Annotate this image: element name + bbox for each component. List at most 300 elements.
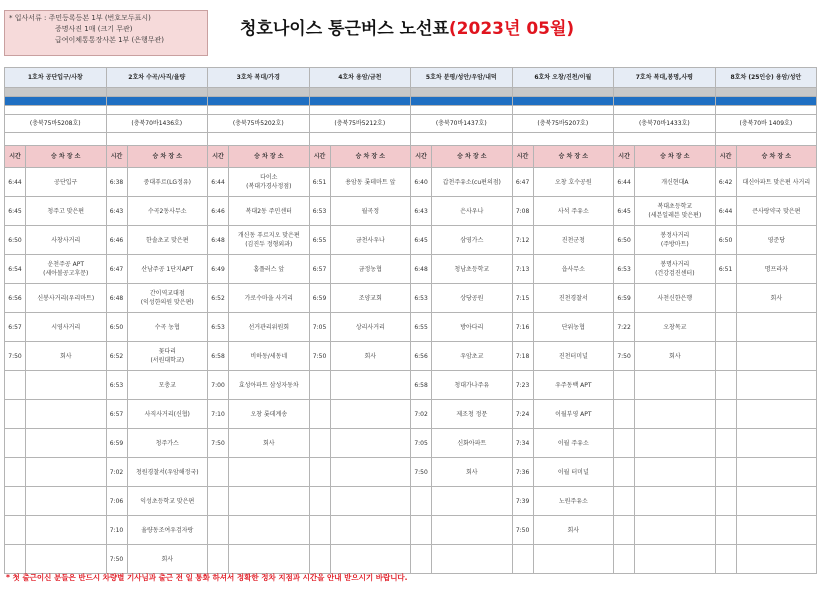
stop-time	[309, 458, 330, 487]
stop-time	[208, 458, 229, 487]
stop-name: 회사	[635, 342, 716, 371]
stop-name: 오창 롯데계송	[229, 400, 310, 429]
required-documents-notice	[4, 10, 208, 56]
blank-cell	[411, 133, 513, 146]
stop-name: 수곡 농협	[127, 313, 208, 342]
stop-time	[411, 487, 432, 516]
stop-time: 7:50	[5, 342, 26, 371]
footer-note: * 첫 출근이신 분들은 반드시 차량별 기사님과 출근 전 일 통화 하셔서 정확한 정차 지점과 시간을 안내 받으시기 바랍니다.	[6, 573, 408, 582]
page-title	[240, 14, 574, 39]
stop-name	[26, 371, 107, 400]
stop-time: 6:52	[106, 342, 127, 371]
stop-name: 우암초교	[432, 342, 513, 371]
stop-time: 6:53	[208, 313, 229, 342]
schedule-row	[5, 284, 817, 313]
stop-time: 6:44	[715, 197, 736, 226]
schedule-row	[5, 255, 817, 284]
stop-name: 읍사무소	[533, 255, 614, 284]
title-main: 청호나이스 통근버스 노선표	[240, 19, 449, 39]
stop-name: 개신동 푸르지오 맞은편 (김진두 정형외과)	[229, 226, 310, 255]
stop-header: 승 차 장 소	[229, 146, 310, 168]
stop-name: 오창 호수공원	[533, 168, 614, 197]
spacer-cell	[106, 106, 208, 115]
stop-name: 다이소 (복대가경사정점)	[229, 168, 310, 197]
stop-time: 6:48	[411, 255, 432, 284]
stop-name	[26, 487, 107, 516]
stop-name	[26, 400, 107, 429]
stop-name	[635, 458, 716, 487]
gray-bar	[5, 88, 107, 97]
route-color-bar	[614, 97, 716, 106]
stop-name	[330, 545, 411, 574]
stop-time	[5, 429, 26, 458]
route-color-bar	[309, 97, 411, 106]
stop-time	[208, 516, 229, 545]
stop-name: 단위농협	[533, 313, 614, 342]
stop-name	[736, 400, 817, 429]
spacer-cell	[411, 106, 513, 115]
stop-name: 이월 주유소	[533, 429, 614, 458]
stop-name: 청주고 맞은편	[26, 197, 107, 226]
route-name: 7호차 복대,봉명,사평	[614, 68, 716, 88]
stop-name: 명프라자	[736, 255, 817, 284]
stop-time: 6:58	[208, 342, 229, 371]
stop-name	[635, 400, 716, 429]
spacer-cell	[5, 106, 107, 115]
stop-time: 7:02	[106, 458, 127, 487]
blank-cell	[208, 133, 310, 146]
stop-name: 영준당	[736, 226, 817, 255]
stop-name: 율량동조여우검자랑	[127, 516, 208, 545]
license-plate: (충북75바5208호)	[5, 115, 107, 133]
stop-time: 6:40	[411, 168, 432, 197]
stop-time: 6:51	[309, 168, 330, 197]
stop-time: 6:47	[512, 168, 533, 197]
stop-name: 금천사우나	[330, 226, 411, 255]
route-name: 5호차 분평/성안/우암/내덕	[411, 68, 513, 88]
stop-time: 6:45	[5, 197, 26, 226]
spacer-cell	[715, 106, 817, 115]
stop-name: 비하동/세동네	[229, 342, 310, 371]
stop-name: 상리사거리	[330, 313, 411, 342]
stop-time: 6:45	[411, 226, 432, 255]
stop-time: 6:49	[208, 255, 229, 284]
stop-time: 6:38	[106, 168, 127, 197]
stop-name: 용암동 롯데마트 앞	[330, 168, 411, 197]
stop-name: 봉정사거리 (주방마트)	[635, 226, 716, 255]
stop-time	[208, 545, 229, 574]
stop-name	[330, 458, 411, 487]
stop-name: 노원주유소	[533, 487, 614, 516]
stop-name: 청대가나주유	[432, 371, 513, 400]
schedule-row	[5, 458, 817, 487]
stop-time: 6:59	[106, 429, 127, 458]
blank-row	[5, 133, 817, 146]
stop-time	[715, 429, 736, 458]
stop-time: 7:50	[411, 458, 432, 487]
stop-time	[5, 371, 26, 400]
route-name: 4호차 용암/금천	[309, 68, 411, 88]
schedule-row	[5, 487, 817, 516]
stop-name: 금정농협	[330, 255, 411, 284]
schedule-row	[5, 545, 817, 574]
stop-time: 6:55	[309, 226, 330, 255]
schedule-row	[5, 429, 817, 458]
stop-time: 7:36	[512, 458, 533, 487]
column-header-row	[5, 146, 817, 168]
stop-time	[309, 545, 330, 574]
stop-time	[715, 342, 736, 371]
route-spacer-row	[5, 106, 817, 115]
stop-header: 승 차 장 소	[736, 146, 817, 168]
route-gray-bar-row	[5, 88, 817, 97]
stop-name	[330, 371, 411, 400]
stop-name: 회사	[330, 342, 411, 371]
stop-name: 운천주공 APT (세아볼공고후문)	[26, 255, 107, 284]
stop-time	[309, 429, 330, 458]
stop-name	[736, 545, 817, 574]
stop-name	[533, 545, 614, 574]
stop-name: 은사우나	[432, 197, 513, 226]
stop-time: 7:08	[512, 197, 533, 226]
stop-name: 꽃다리 (서원대학교)	[127, 342, 208, 371]
notice-line-1: * 입사서류 : 주민등록등본 1부 (번호모두표시)	[9, 14, 151, 22]
stop-name: 사창사거리	[26, 226, 107, 255]
time-header: 시간	[512, 146, 533, 168]
stop-name: 청주가스	[127, 429, 208, 458]
schedule-row	[5, 226, 817, 255]
schedule-row	[5, 197, 817, 226]
stop-name	[635, 487, 716, 516]
route-color-bar-row	[5, 97, 817, 106]
blank-cell	[614, 133, 716, 146]
stop-name: 간이역교대점 (익성한의원 맞은편)	[127, 284, 208, 313]
stop-name: 회사	[26, 342, 107, 371]
stop-time: 6:48	[208, 226, 229, 255]
stop-time: 6:56	[411, 342, 432, 371]
stop-time: 6:46	[106, 226, 127, 255]
stop-time: 6:58	[411, 371, 432, 400]
stop-name: 회사	[736, 284, 817, 313]
stop-time	[512, 545, 533, 574]
stop-time: 6:56	[5, 284, 26, 313]
stop-name: 모충교	[127, 371, 208, 400]
stop-name: 삼영가스	[432, 226, 513, 255]
stop-name: 개신현대A	[635, 168, 716, 197]
stop-time	[411, 516, 432, 545]
stop-time: 7:50	[208, 429, 229, 458]
stop-name	[736, 342, 817, 371]
stop-time: 6:42	[715, 168, 736, 197]
stop-time: 7:50	[106, 545, 127, 574]
license-plate: (충북70바1433호)	[614, 115, 716, 133]
stop-name: 우주동백 APT	[533, 371, 614, 400]
stop-name	[736, 516, 817, 545]
license-plate: (충북70바1436호)	[106, 115, 208, 133]
stop-time: 7:50	[614, 342, 635, 371]
stop-time: 6:53	[309, 197, 330, 226]
stop-name	[736, 371, 817, 400]
stop-header: 승 차 장 소	[635, 146, 716, 168]
stop-name	[229, 487, 310, 516]
stop-name: 한솔초교 맞은편	[127, 226, 208, 255]
stop-time: 7:13	[512, 255, 533, 284]
stop-time	[5, 400, 26, 429]
stop-name	[635, 516, 716, 545]
stop-name: 이월부영 APT	[533, 400, 614, 429]
stop-time: 7:12	[512, 226, 533, 255]
notice-line-2: 증명사진 1매 (크기 무관)	[55, 25, 133, 33]
stop-name	[736, 458, 817, 487]
stop-name	[635, 429, 716, 458]
route-color-bar	[5, 97, 107, 106]
stop-time	[411, 545, 432, 574]
stop-name	[330, 516, 411, 545]
stop-name: 청남초등학교	[432, 255, 513, 284]
route-name: 3호차 복대/가경	[208, 68, 310, 88]
stop-time: 6:57	[309, 255, 330, 284]
stop-time: 7:16	[512, 313, 533, 342]
stop-time: 7:18	[512, 342, 533, 371]
stop-name: 산남주공 1단지APT	[127, 255, 208, 284]
stop-header: 승 차 장 소	[533, 146, 614, 168]
time-header: 시간	[614, 146, 635, 168]
license-plate: (충북70바 1409호)	[715, 115, 817, 133]
stop-time	[715, 458, 736, 487]
stop-name: 신화아파트	[432, 429, 513, 458]
stop-time	[715, 371, 736, 400]
stop-time	[715, 487, 736, 516]
stop-name: 사직사거리(신협)	[127, 400, 208, 429]
blank-cell	[5, 133, 107, 146]
schedule-row	[5, 400, 817, 429]
stop-time: 7:15	[512, 284, 533, 313]
stop-name	[432, 545, 513, 574]
blank-cell	[512, 133, 614, 146]
route-name: 6호차 오창/진천/이월	[512, 68, 614, 88]
stop-time	[614, 458, 635, 487]
stop-name	[26, 458, 107, 487]
stop-name	[330, 400, 411, 429]
stop-time	[715, 284, 736, 313]
time-header: 시간	[5, 146, 26, 168]
stop-name	[26, 516, 107, 545]
stop-header: 승 차 장 소	[26, 146, 107, 168]
blank-cell	[106, 133, 208, 146]
stop-name: 제조청 정문	[432, 400, 513, 429]
stop-name: 조양교회	[330, 284, 411, 313]
stop-name: 갑천주유소(cu편의점)	[432, 168, 513, 197]
stop-time	[614, 545, 635, 574]
stop-name	[635, 545, 716, 574]
stop-time: 6:45	[614, 197, 635, 226]
stop-time: 6:44	[614, 168, 635, 197]
stop-time: 7:24	[512, 400, 533, 429]
stop-time: 7:39	[512, 487, 533, 516]
gray-bar	[715, 88, 817, 97]
stop-time: 6:48	[106, 284, 127, 313]
schedule-row	[5, 313, 817, 342]
notice-line-3: 급여이체통통장사본 1부 (은행무관)	[55, 36, 165, 44]
stop-time	[5, 516, 26, 545]
stop-time: 6:52	[208, 284, 229, 313]
stop-name: 시영사거리	[26, 313, 107, 342]
stop-name: 복대초등학교 (세븐일레븐 맞은편)	[635, 197, 716, 226]
license-plate-row	[5, 115, 817, 133]
stop-time	[715, 313, 736, 342]
route-name-row	[5, 68, 817, 88]
stop-name	[432, 516, 513, 545]
schedule-row	[5, 516, 817, 545]
stop-name: 공단입구	[26, 168, 107, 197]
title-period: (2023년 05월)	[448, 19, 575, 39]
stop-time: 6:55	[411, 313, 432, 342]
stop-time: 6:53	[614, 255, 635, 284]
stop-time: 7:34	[512, 429, 533, 458]
stop-time	[309, 400, 330, 429]
license-plate: (충북75바5212호)	[309, 115, 411, 133]
stop-time	[614, 516, 635, 545]
stop-time	[5, 487, 26, 516]
stop-time	[614, 487, 635, 516]
time-header: 시간	[309, 146, 330, 168]
time-header: 시간	[106, 146, 127, 168]
route-name: 8호차 (25인승) 용암/성안	[715, 68, 817, 88]
stop-time	[5, 545, 26, 574]
stop-time	[309, 516, 330, 545]
blank-cell	[715, 133, 817, 146]
stop-time: 7:06	[106, 487, 127, 516]
stop-name	[229, 516, 310, 545]
schedule-row	[5, 342, 817, 371]
stop-name: 수곡2동사무소	[127, 197, 208, 226]
stop-header: 승 차 장 소	[127, 146, 208, 168]
stop-time: 6:57	[5, 313, 26, 342]
stop-name: 봉명사거리 (건강검진센터)	[635, 255, 716, 284]
stop-time: 6:50	[106, 313, 127, 342]
gray-bar	[309, 88, 411, 97]
license-plate: (충북75바5202호)	[208, 115, 310, 133]
gray-bar	[208, 88, 310, 97]
stop-name	[736, 313, 817, 342]
stop-name: 회사	[533, 516, 614, 545]
stop-name: 선거관리위원회	[229, 313, 310, 342]
time-header: 시간	[715, 146, 736, 168]
stop-name: 익성초등학교 맞은편	[127, 487, 208, 516]
stop-time: 6:54	[5, 255, 26, 284]
stop-name: 월곡정	[330, 197, 411, 226]
time-header: 시간	[411, 146, 432, 168]
stop-name: 사석 주유소	[533, 197, 614, 226]
stop-name: 방아다리	[432, 313, 513, 342]
gray-bar	[106, 88, 208, 97]
route-name: 2호차 수곡/사직/율량	[106, 68, 208, 88]
stop-name: 효성아파트 삼성자동차	[229, 371, 310, 400]
stop-name: 이월 터미널	[533, 458, 614, 487]
stop-time	[614, 429, 635, 458]
stop-time: 6:53	[106, 371, 127, 400]
stop-name: 사천신한은행	[635, 284, 716, 313]
stop-time: 6:43	[106, 197, 127, 226]
time-header: 시간	[208, 146, 229, 168]
stop-time	[715, 545, 736, 574]
stop-time	[5, 458, 26, 487]
stop-time: 7:22	[614, 313, 635, 342]
stop-name	[26, 429, 107, 458]
stop-time: 7:05	[411, 429, 432, 458]
stop-name	[330, 429, 411, 458]
stop-time: 6:44	[5, 168, 26, 197]
stop-name	[26, 545, 107, 574]
spacer-cell	[208, 106, 310, 115]
stop-time: 6:44	[208, 168, 229, 197]
stop-time: 7:10	[106, 516, 127, 545]
spacer-cell	[309, 106, 411, 115]
spacer-cell	[614, 106, 716, 115]
stop-time	[309, 487, 330, 516]
stop-time	[208, 487, 229, 516]
stop-time	[715, 400, 736, 429]
stop-name: 청원경찰서(우암해정국)	[127, 458, 208, 487]
stop-time: 7:50	[309, 342, 330, 371]
license-plate: (충북75바5207호)	[512, 115, 614, 133]
stop-time: 7:00	[208, 371, 229, 400]
license-plate: (충북70바1437호)	[411, 115, 513, 133]
stop-name	[736, 429, 817, 458]
stop-name: 복대2동 주민센터	[229, 197, 310, 226]
schedule-row	[5, 168, 817, 197]
stop-time: 7:10	[208, 400, 229, 429]
stop-time: 6:53	[411, 284, 432, 313]
blank-cell	[309, 133, 411, 146]
stop-time: 7:05	[309, 313, 330, 342]
route-color-bar	[106, 97, 208, 106]
stop-name: 회사	[127, 545, 208, 574]
stop-name	[229, 458, 310, 487]
stop-name	[330, 487, 411, 516]
stop-name: 대신아파트 맞은편 사거리	[736, 168, 817, 197]
stop-time: 7:23	[512, 371, 533, 400]
stop-time: 7:02	[411, 400, 432, 429]
gray-bar	[512, 88, 614, 97]
stop-name: 상당공원	[432, 284, 513, 313]
route-name: 1호차 공단입구/사창	[5, 68, 107, 88]
stop-header: 승 차 장 소	[432, 146, 513, 168]
stop-name: 중대푸르(LG정유)	[127, 168, 208, 197]
stop-name: 진천군청	[533, 226, 614, 255]
stop-time	[715, 516, 736, 545]
stop-time: 6:59	[614, 284, 635, 313]
stop-name	[736, 487, 817, 516]
stop-time: 6:50	[715, 226, 736, 255]
schedule-row	[5, 371, 817, 400]
gray-bar	[411, 88, 513, 97]
bus-route-table	[4, 67, 817, 574]
stop-name: 홈플러스 앞	[229, 255, 310, 284]
stop-time: 6:59	[309, 284, 330, 313]
stop-name: 진천경찰서	[533, 284, 614, 313]
route-color-bar	[512, 97, 614, 106]
stop-name	[432, 487, 513, 516]
stop-time: 6:50	[5, 226, 26, 255]
stop-name: 진천터미널	[533, 342, 614, 371]
stop-time	[309, 371, 330, 400]
route-color-bar	[411, 97, 513, 106]
stop-time: 6:43	[411, 197, 432, 226]
stop-name: 오창목교	[635, 313, 716, 342]
stop-name: 큰사랑약국 맞은편	[736, 197, 817, 226]
route-color-bar	[715, 97, 817, 106]
